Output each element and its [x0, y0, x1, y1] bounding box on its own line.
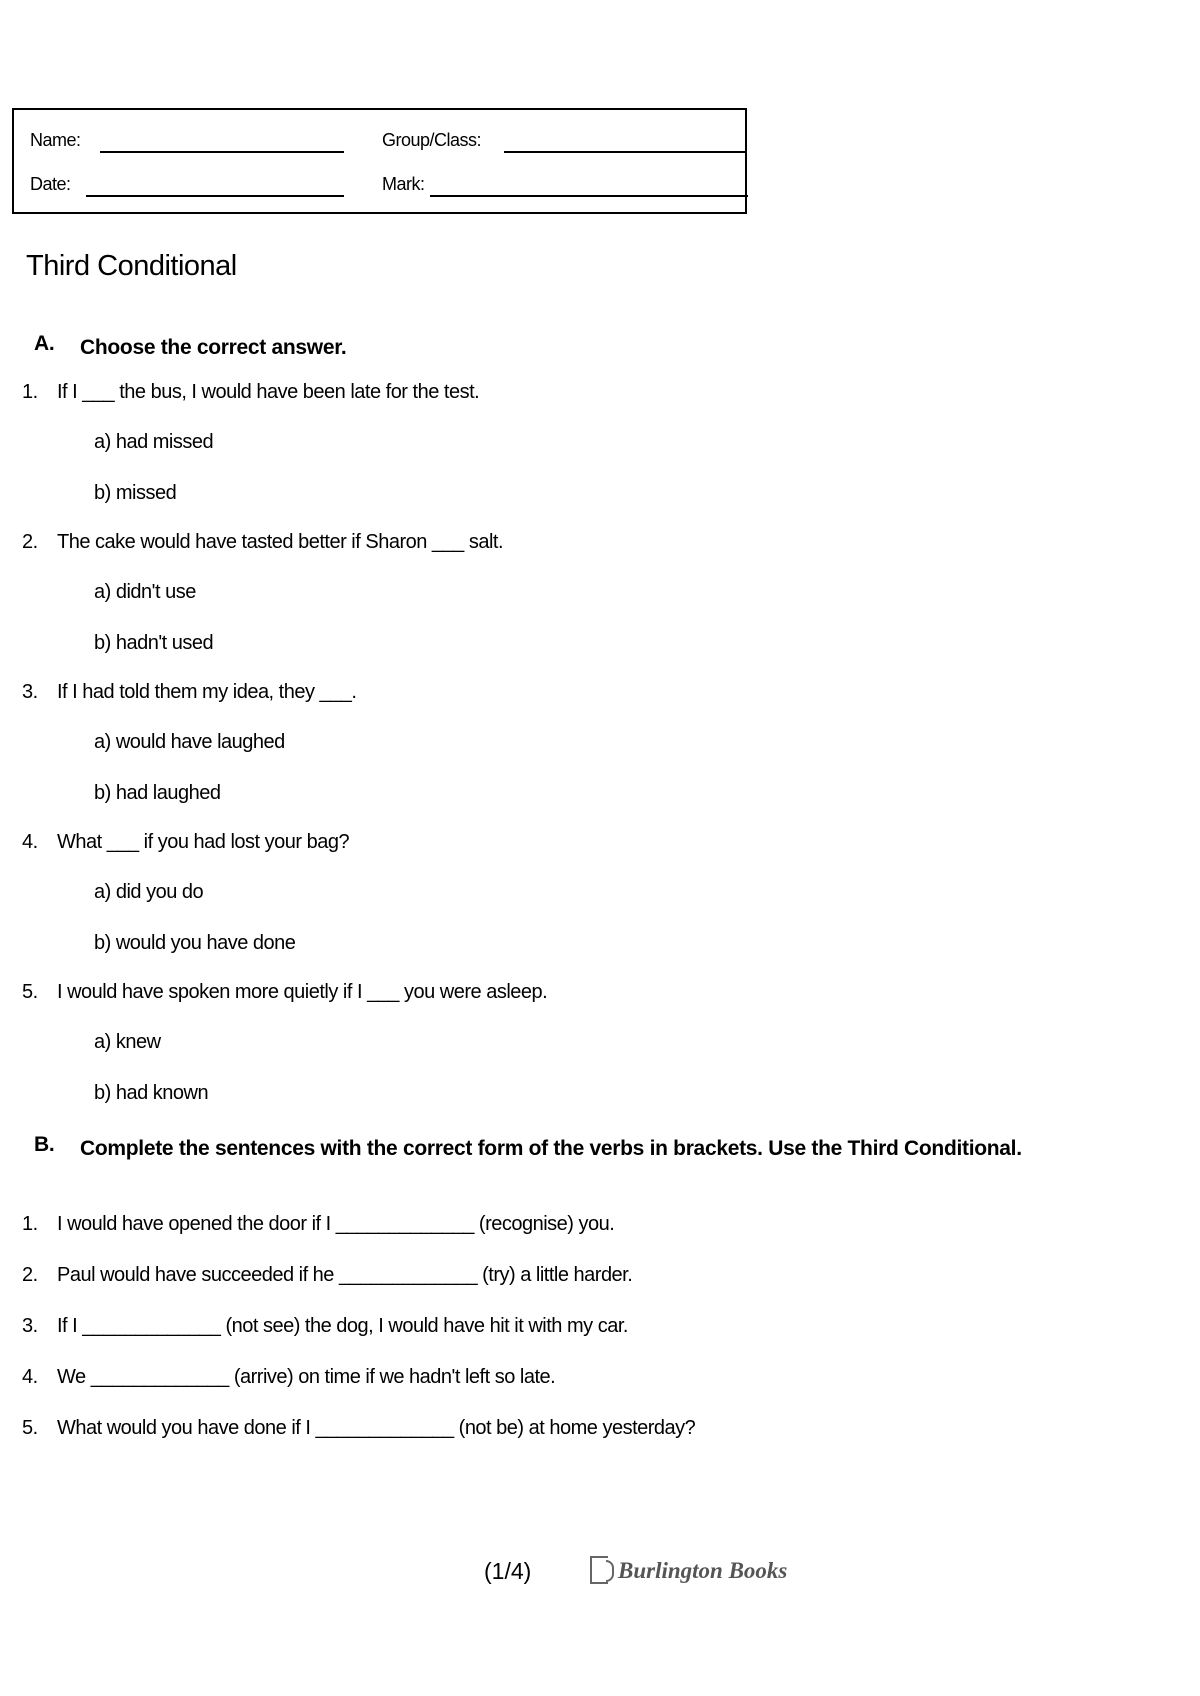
- question-text: We _____________ (arrive) on time if we hadn't left so late.: [57, 1366, 556, 1388]
- question-number: 3.: [22, 681, 38, 703]
- burlington-logo-icon: [590, 1556, 608, 1584]
- publisher-logo: [590, 1556, 787, 1584]
- option-a4-b[interactable]: b) would you have done: [94, 932, 296, 954]
- question-text: I would have spoken more quietly if I ___ you were asleep.: [57, 981, 548, 1003]
- option-a3-b[interactable]: b) had laughed: [94, 782, 221, 804]
- option-a5-a[interactable]: a) knew: [94, 1031, 161, 1053]
- section-b-letter: B.: [34, 1133, 55, 1156]
- student-info-box: [12, 108, 747, 214]
- question-number: 2.: [22, 1264, 38, 1286]
- worksheet-title: Third Conditional: [26, 250, 237, 282]
- option-a5-b[interactable]: b) had known: [94, 1082, 209, 1104]
- publisher-name: Burlington Books: [618, 1558, 788, 1583]
- mark-label: Mark:: [382, 174, 425, 194]
- group-label: Group/Class:: [382, 130, 482, 150]
- date-label: Date:: [30, 174, 71, 194]
- question-text: If I _____________ (not see) the dog, I would have hit it with my car.: [57, 1315, 628, 1337]
- option-a1-a[interactable]: a) had missed: [94, 431, 214, 453]
- question-number: 5.: [22, 1417, 38, 1439]
- question-text: Paul would have succeeded if he _____________ (try) a little harder.: [57, 1264, 633, 1286]
- question-number: 4.: [22, 831, 38, 853]
- section-a-letter: A.: [34, 332, 55, 355]
- section-a-instruction: Choose the correct answer.: [80, 336, 347, 359]
- question-text: If I ___ the bus, I would have been late for the test.: [57, 381, 480, 403]
- option-a1-b[interactable]: b) missed: [94, 482, 177, 504]
- question-number: 4.: [22, 1366, 38, 1388]
- option-a2-a[interactable]: a) didn't use: [94, 581, 196, 603]
- question-number: 5.: [22, 981, 38, 1003]
- question-number: 3.: [22, 1315, 38, 1337]
- group-field[interactable]: [504, 151, 746, 153]
- option-a4-a[interactable]: a) did you do: [94, 881, 204, 903]
- name-label: Name:: [30, 130, 81, 150]
- question-number: 1.: [22, 381, 38, 403]
- option-a3-a[interactable]: a) would have laughed: [94, 731, 285, 753]
- question-number: 2.: [22, 531, 38, 553]
- question-text: I would have opened the door if I _____________ (recognise) you.: [57, 1213, 615, 1235]
- question-text: What would you have done if I _____________ (not be) at home yesterday?: [57, 1417, 696, 1439]
- date-field[interactable]: [86, 195, 344, 197]
- question-text: What ___ if you had lost your bag?: [57, 831, 350, 853]
- question-text: The cake would have tasted better if Sharon ___ salt.: [57, 531, 504, 553]
- name-field[interactable]: [100, 151, 344, 153]
- page-number: (1/4): [484, 1558, 532, 1584]
- question-number: 1.: [22, 1213, 38, 1235]
- mark-field[interactable]: [430, 195, 748, 197]
- option-a2-b[interactable]: b) hadn't used: [94, 632, 214, 654]
- question-text: If I had told them my idea, they ___.: [57, 681, 357, 703]
- section-b-instruction: Complete the sentences with the correct form of the verbs in brackets. Use the Third Conditional.: [80, 1137, 1022, 1160]
